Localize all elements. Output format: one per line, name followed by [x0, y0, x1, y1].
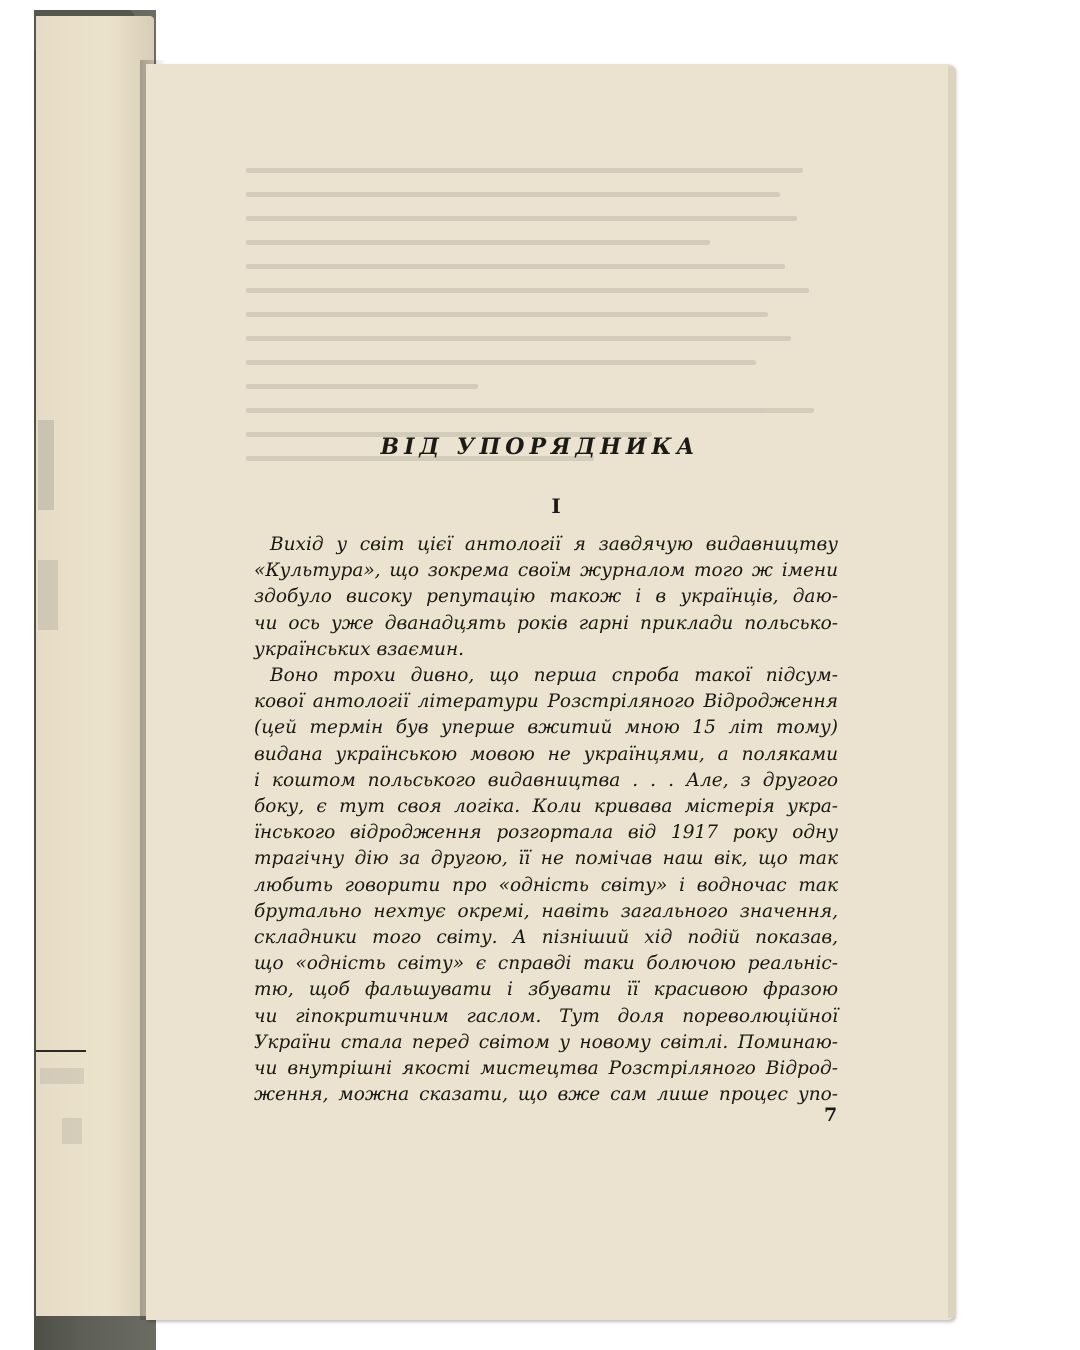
text-line: Воно трохи дивно, що перша спроба такої підсум-	[270, 665, 838, 687]
text-line: ження, можна сказати, що вже сам лише процес упо-	[254, 1084, 838, 1106]
text-line: складники того світу. А пізніший хід подій показав,	[254, 927, 838, 949]
text-line: видана українською мовою не українцями, а поляками	[254, 743, 838, 765]
left-page-rule	[36, 1050, 86, 1052]
left-page-show-through	[40, 1068, 84, 1084]
text-line: українських взаємин.	[254, 638, 465, 660]
page-edge	[948, 66, 956, 1318]
text-line: України стала перед світом у новому світлі. Поминаю-	[254, 1031, 838, 1053]
text-line: любить говорити про «однiсть світу» і водночас так	[254, 874, 838, 896]
section-number: I	[551, 494, 561, 518]
left-page-show-through	[38, 560, 58, 630]
text-line: що «однiсть світу» є справді таки болючою реальніс-	[254, 953, 838, 975]
page-heading: ВІД УПОРЯДНИКА	[380, 434, 700, 460]
page-number: 7	[824, 1104, 838, 1126]
text-line: чи гіпокритичним гаслом. Тут доля пореволюційної	[254, 1005, 838, 1027]
text-line: боку, є тут своя логіка. Коли кривава містерія укра-	[254, 796, 838, 818]
reverse-side-show-through	[246, 168, 826, 528]
body-text	[254, 532, 838, 1108]
text-line: Вихід у світ цієї антології я завдячую видавництву	[270, 534, 838, 555]
text-line: брутально нехтує окремі, навіть загального значення,	[254, 900, 838, 922]
text-line: кової антології літератури Розстріляного Відродження	[254, 691, 838, 713]
left-page-show-through	[38, 420, 54, 510]
left-page-show-through	[62, 1118, 82, 1144]
text-line: чи ось уже дванадцять років гарні приклади польсько-	[254, 612, 838, 634]
text-line: (цей термін був уперше вжитий мною 15 літ тому)	[254, 717, 838, 739]
text-line: тю, щоб фальшувати і збувати її красивою фразою	[254, 979, 838, 1001]
text-line: і коштом польського видавництва . . . Але, з другого	[254, 769, 838, 791]
text-line: здобуло високу репутацію також і в українців, даю-	[254, 586, 838, 608]
text-line: трагічну дію за другою, її не помічав наш вік, що так	[254, 848, 838, 870]
text-line: «Культура», що зокрема своїм журналом того ж імени	[254, 560, 838, 582]
text-line: їнського відродження розгортала від 1917 року одну	[254, 822, 838, 844]
text-line: чи внутрішні якості мистецтва Розстріляного Відрод-	[254, 1058, 838, 1080]
left-page	[36, 16, 154, 1316]
